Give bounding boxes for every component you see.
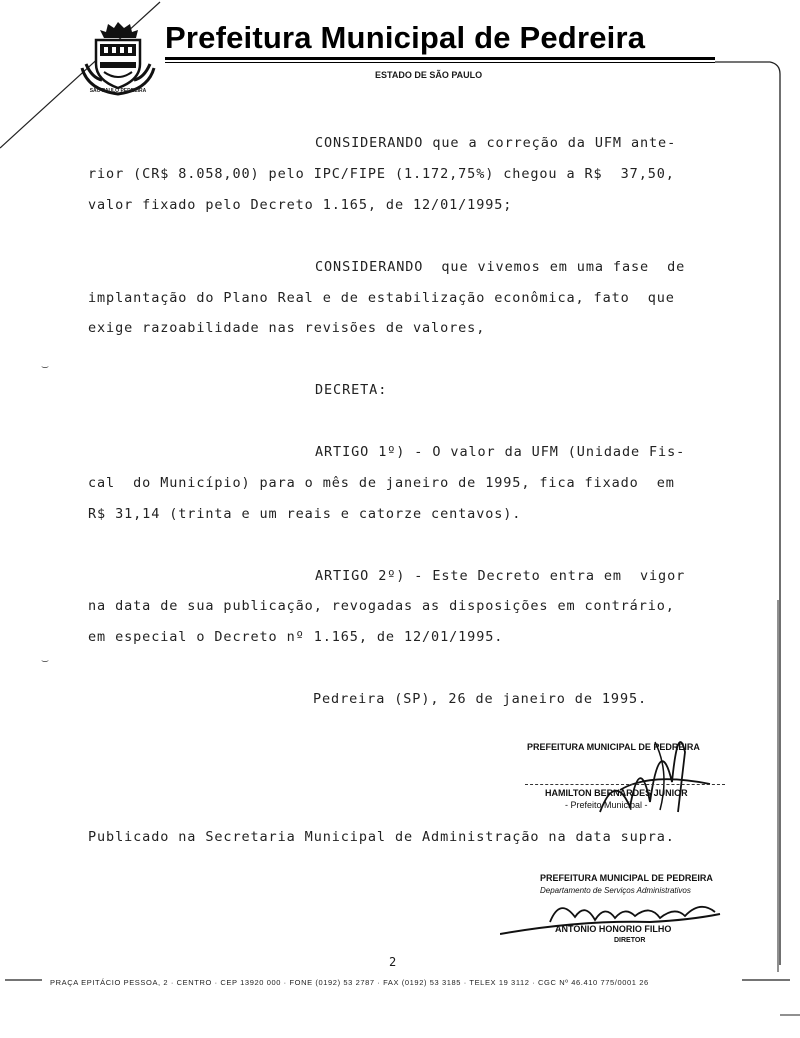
signature2-dept: Departamento de Serviços Administrativos — [540, 886, 691, 895]
artigo1-line2: cal do Município) para o mês de janeiro de 1995, fica fixado em — [88, 475, 675, 491]
municipal-seal — [78, 18, 158, 102]
place-date: Pedreira (SP), 26 de janeiro de 1995. — [313, 691, 648, 707]
signature2-role: DIRETOR — [614, 937, 646, 944]
handwritten-signature-2 — [500, 892, 730, 942]
page-number: 2 — [389, 955, 397, 969]
signature2-name: ANTONIO HONORIO FILHO — [555, 924, 672, 934]
header-rule — [165, 57, 715, 60]
artigo2-line1: ARTIGO 2º) - Este Decreto entra em vigor — [315, 568, 686, 584]
decreta-heading: DECRETA: — [315, 382, 388, 398]
signature1-name: HAMILTON BERNARDES JUNIOR — [545, 788, 688, 798]
artigo1-line1: ARTIGO 1º) - O valor da UFM (Unidade Fis- — [315, 444, 686, 460]
artigo2-line2: na data de sua publicação, revogadas as disposições em contrário, — [88, 598, 675, 614]
page-title: Prefeitura Municipal de Pedreira — [165, 20, 646, 55]
signature1-line — [525, 784, 725, 785]
paragraph1-line2: rior (CR$ 8.058,00) pelo IPC/FIPE (1.172,75%) chegou a R$ 37,50, — [88, 166, 675, 182]
header-rule-thin — [165, 62, 715, 63]
coat-of-arms-icon — [78, 18, 158, 98]
state-label: ESTADO DE SÃO PAULO — [375, 70, 483, 80]
published-note: Publicado na Secretaria Municipal de Administração na data supra. — [88, 829, 675, 845]
signature1-role: - Prefeito Municipal - — [565, 800, 648, 810]
signature2-org: PREFEITURA MUNICIPAL DE PEDREIRA — [540, 873, 713, 883]
seal-motto: SÃO PAULO PEDREIRA — [89, 88, 147, 94]
paragraph2-line2: implantação do Plano Real e de estabilização econômica, fato que — [88, 290, 675, 306]
margin-mark: ‿ — [42, 358, 49, 369]
paragraph1-line1: CONSIDERANDO que a correção da UFM ante- — [315, 135, 677, 151]
paragraph2-line3: exige razoabilidade nas revisões de valores, — [88, 320, 486, 336]
margin-mark: ‿ — [42, 652, 49, 663]
artigo1-line3: R$ 31,14 (trinta e um reais e catorze centavos). — [88, 506, 522, 522]
paragraph1-line3: valor fixado pelo Decreto 1.165, de 12/01/1995; — [88, 197, 513, 213]
paragraph2-line1: CONSIDERANDO que vivemos em uma fase de — [315, 259, 686, 275]
footer-address: PRAÇA EPITÁCIO PESSOA, 2 · CENTRO · CEP 13920 000 · FONE (0192) 53 2787 · FAX (0192) 53 3185 · TELEX 19 3112 · CGC Nº 46.410 775/0001 26 — [50, 978, 649, 987]
artigo2-line3: em especial o Decreto nº 1.165, de 12/01/1995. — [88, 629, 504, 645]
signature1-org: PREFEITURA MUNICIPAL DE PEDREIRA — [527, 742, 700, 752]
